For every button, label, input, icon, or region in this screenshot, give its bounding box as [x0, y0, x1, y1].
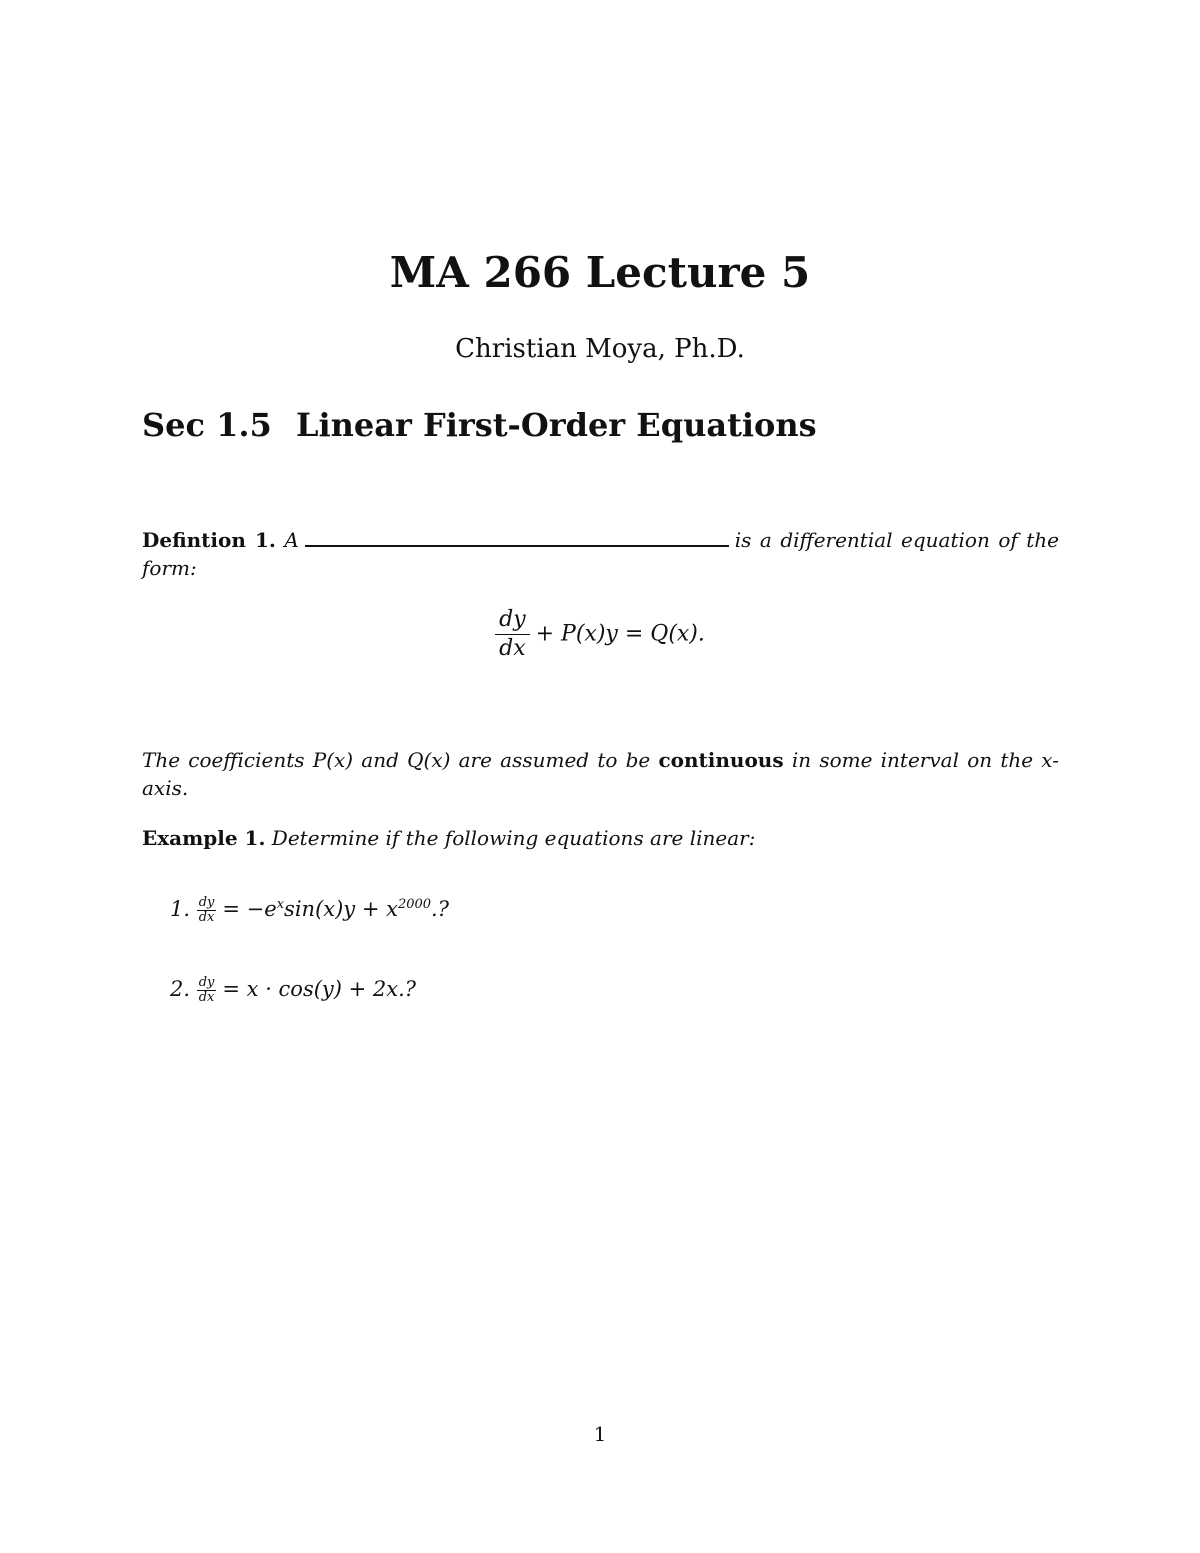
- page-title: MA 266 Lecture 5: [389, 248, 811, 297]
- equation-rest: + P(x)y = Q(x).: [535, 621, 705, 647]
- item-expression-a: = x · cos(y) + 2x.?: [222, 977, 417, 1001]
- item-superscript-2000: 2000: [397, 897, 432, 912]
- coefficients-paragraph: [142, 746, 1059, 802]
- item-fraction-denominator: dx: [198, 990, 215, 1005]
- item-fraction-denominator: dx: [198, 910, 215, 925]
- continuous-term: continuous: [658, 748, 784, 772]
- coefficients-text-pre: The coefficients P(x) and Q(x) are assumed to be: [142, 748, 651, 772]
- list-item: [170, 976, 416, 1005]
- fraction-denominator: dx: [499, 636, 526, 661]
- item-expression-a: = −e: [222, 897, 277, 921]
- author-line: Christian Moya, Ph.D.: [455, 334, 745, 364]
- derivative-fraction: [495, 606, 530, 663]
- example-text: Determine if the following equations are linear:: [271, 826, 756, 850]
- example-paragraph: [142, 824, 1059, 852]
- item-expression-b: sin(x)y + x: [284, 897, 398, 921]
- definition-blank-line: [305, 529, 729, 547]
- item-expression-c: .?: [431, 897, 449, 921]
- item-marker: 1.: [170, 897, 191, 921]
- item-fraction: [197, 896, 217, 925]
- list-item: [170, 896, 449, 925]
- item-fraction: [197, 976, 217, 1005]
- fraction-numerator: dy: [495, 606, 530, 635]
- example-label: Example 1.: [142, 826, 266, 850]
- item-fraction-numerator: dy: [198, 975, 215, 990]
- definition-paragraph: [142, 526, 1059, 582]
- item-fraction-numerator: dy: [198, 895, 215, 910]
- definition-text-a: A: [284, 528, 299, 552]
- linear-equation: [0, 606, 1200, 663]
- item-superscript-x: x: [276, 897, 285, 912]
- page-number: 1: [593, 1422, 607, 1446]
- section-number: Sec 1.5: [142, 406, 272, 444]
- section-heading: [142, 406, 817, 444]
- definition-label: Defintion 1.: [142, 528, 276, 552]
- item-marker: 2.: [170, 977, 191, 1001]
- section-title: Linear First-Order Equations: [296, 406, 817, 444]
- coefficients-text-post: in some interval on the x-axis.: [142, 748, 1059, 800]
- definition-text-b: is a differential equation of the form:: [142, 528, 1059, 580]
